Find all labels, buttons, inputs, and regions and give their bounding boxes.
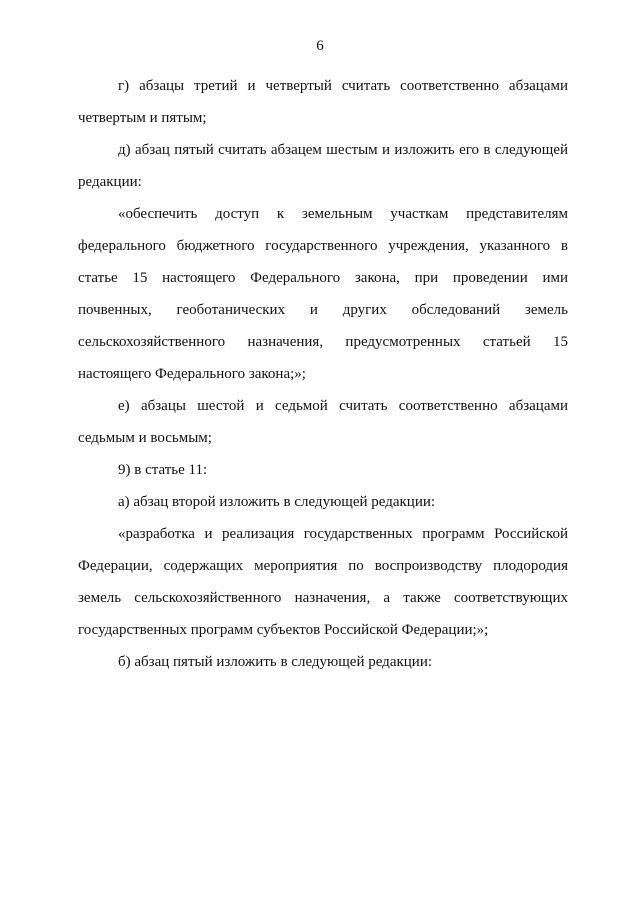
document-body <box>78 70 568 678</box>
page-number: 6 <box>316 38 324 54</box>
paragraph-d: д) абзац пятый считать абзацем шестым и изложить его в следующей редакции: <box>78 142 568 190</box>
quoted-paragraph-access: «обеспечить доступ к земельным участкам представителям федерального бюджетного государственного учреждения, указанного в статье 15 настоящего Федерального закона, при проведении ими почвенных, геоботанических и других обследований земель сельскохозяйственного назначения, предусмотренных статьей 15 настоящего Федерального закона;»; <box>78 206 568 382</box>
paragraph-e: е) абзацы шестой и седьмой считать соответственно абзацами седьмым и восьмым; <box>78 398 568 446</box>
article-11-heading: 9) в статье 11: <box>118 462 208 478</box>
paragraph-b: б) абзац пятый изложить в следующей редакции: <box>118 654 433 670</box>
paragraph-g: г) абзацы третий и четвертый считать соответственно абзацами четвертым и пятым; <box>78 78 568 126</box>
quoted-paragraph-programs: «разработка и реализация государственных программ Российской Федерации, содержащих мероприятия по воспроизводству плодородия земель сельскохозяйственного назначения, а также соответствующих государственных программ субъектов Российской Федерации;»; <box>78 526 568 638</box>
paragraph-a: а) абзац второй изложить в следующей редакции: <box>118 494 436 510</box>
